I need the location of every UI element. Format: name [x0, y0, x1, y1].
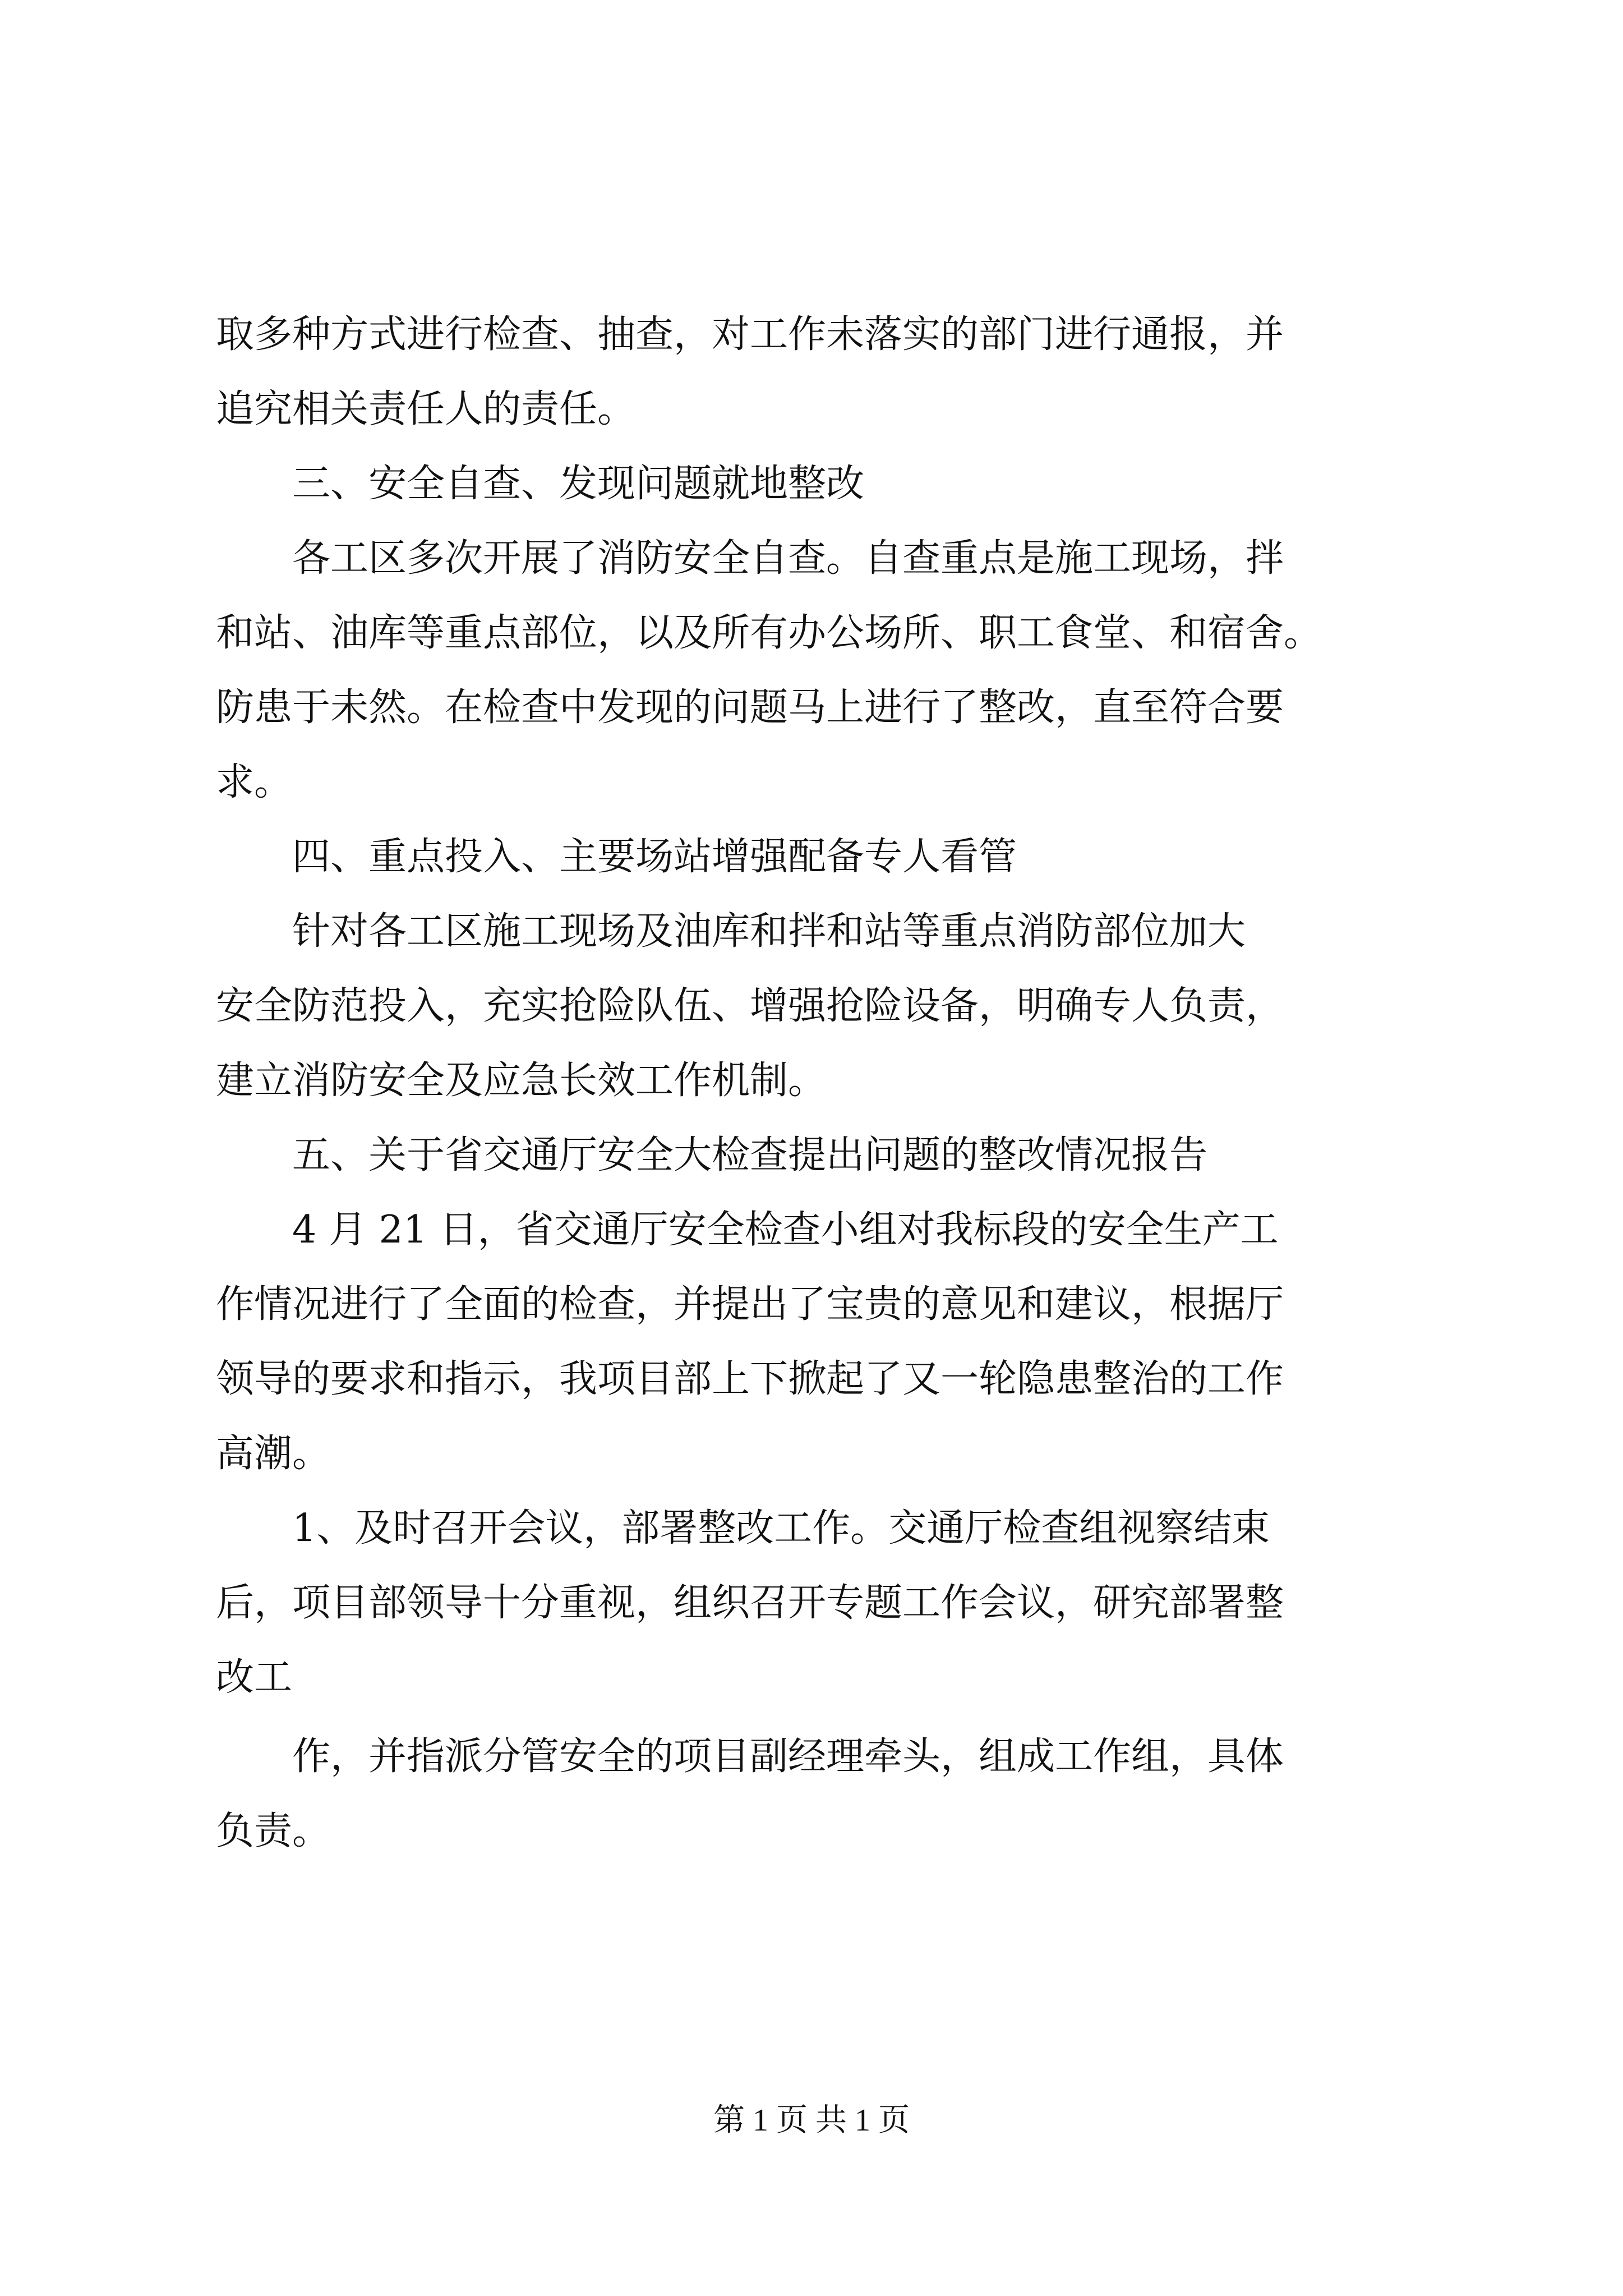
- text-line: 各工区多次开展了消防安全自查。自查重点是施工现场，拌: [292, 536, 1284, 581]
- document-body: [216, 297, 1422, 1869]
- text-line: 高潮。: [216, 1432, 331, 1476]
- text-line: 4 月 21 日，省交通厅安全检查小组对我标段的安全生产工: [292, 1208, 1279, 1252]
- text-line: 改工: [216, 1655, 293, 1700]
- text-line: 建立消防安全及应急长效工作机制。: [216, 1059, 827, 1103]
- text-line: 防患于未然。在检查中发现的问题马上进行了整改，直至符合要: [216, 685, 1284, 730]
- text-line: 负责。: [216, 1809, 331, 1853]
- text-line: 后，项目部领导十分重视，组织召开专题工作会议，研究部署整: [216, 1581, 1284, 1625]
- text-line: 和站、油库等重点部位，以及所有办公场所、职工食堂、和宿舍。: [216, 611, 1322, 655]
- section-heading: 四、重点投入、主要场站增强配备专人看管: [292, 835, 1017, 879]
- text-line: 取多种方式进行检查、抽查，对工作未落实的部门进行通报，并: [216, 312, 1284, 357]
- text-line: 作，并指派分管安全的项目副经理牵头，组成工作组，具体: [292, 1734, 1284, 1779]
- text-line: 作情况进行了全面的检查，并提出了宝贵的意见和建议，根据厅: [216, 1282, 1284, 1327]
- text-line: 追究相关责任人的责任。: [216, 387, 636, 431]
- text-line: 求。: [216, 760, 293, 804]
- section-heading: 五、关于省交通厅安全大检查提出问题的整改情况报告: [292, 1133, 1208, 1177]
- text-line: 1、及时召开会议，部署整改工作。交通厅检查组视察结束: [292, 1506, 1270, 1550]
- text-line: 安全防范投入，充实抢险队伍、增强抢险设备，明确专人负责，: [216, 984, 1284, 1028]
- text-line: 针对各工区施工现场及油库和拌和站等重点消防部位加大: [292, 909, 1246, 954]
- text-line: 领导的要求和指示，我项目部上下掀起了又一轮隐患整治的工作: [216, 1357, 1284, 1401]
- page-footer: 第 1 页 共 1 页: [713, 2103, 910, 2138]
- section-heading: 三、安全自查、发现问题就地整改: [292, 462, 865, 506]
